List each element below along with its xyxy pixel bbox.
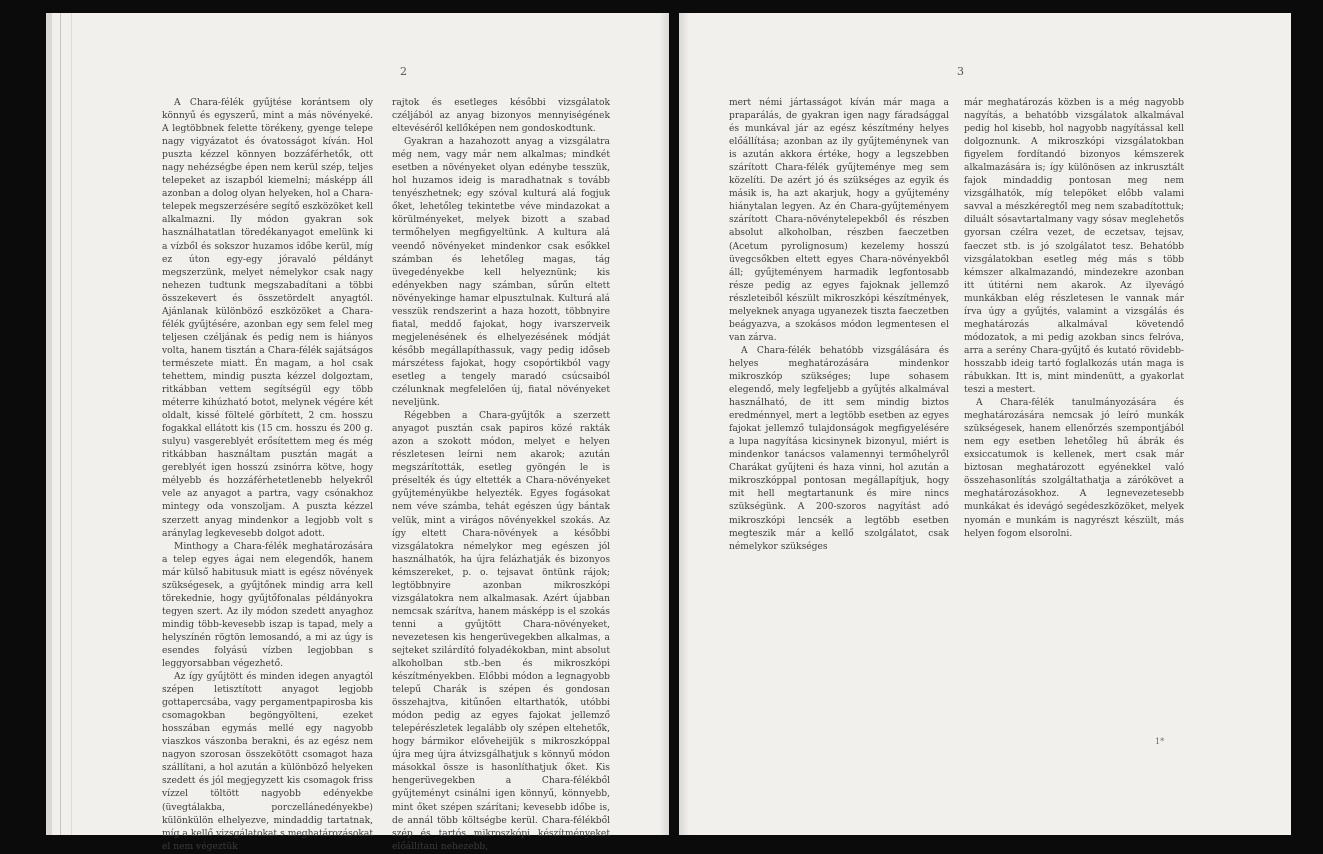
paragraph: A Chara-félék gyűjtése korántsem oly könnyű és egyszerű, mint a más növényeké. A legtöbbnek felette törékeny, gyenge telepe nagy vigyázatot és óvatosságot kíván. Hol puszta kézzel könnyen bozzáférhetők, ott nagy nehézségbe épen nem kerül szép, teljes telepeket az iszapból kiemelni; másképp áll azonban a dolog olyan helyeken, hol a Chara-telepek megszerzésére segítő eszközöket kell alkalmazni. Ily módon gyakran sok használhatatlan töredékanyagot emelünk ki a vízből és sokszor huzamos időbe kerül, míg ez úton egy-egy jóravaló példányt megszerzünk, melyet némelykor csak nagy nehezen tudtunk megszabadítani a többi összekevert és összetördelt anyagtól. Ajánlanak különböző eszközöket a Chara-félék gyűjtésére, azonban egy sem felel meg teljesen czéljának és pedig nem is hiányos volta, hanem tisztán a Chara-félék sajátságos természete miatt. Én magam, a hol csak tehettem, mindig puszta kézzel dolgoztam, ritkábban vettem segítségül egy több méterre kihúzható botot, melynek végére két oldalt, kissé föltelé görbített, 2 cm. hosszu fogakkal ellátott kis (15 cm. hosszu és 200 g. sulyu) vasgereblyét erősítettem meg és még ritkábban használtam pusztán magát a gereblyét igen hosszú zsinórra kötve, hogy mélyebb és hozzáférhetetlenebb helyekről vele az anyagot a partra, vagy csónakhoz mintegy oda vonszoljam. A puszta kézzel szerzett anyag mindenkor a legjobb volt s aránylag legkevesebb dolgot adott. bbox=[162, 98, 373, 539]
paragraph: A Chara-félék behatóbb vizsgálására és helyes meghatározására mindenkor mikroszkóp szükséges; lupe sohasem elegendő, mely legfeljebb a gyűjtés alkalmával használható, de itt sem mindig biztos eredménnyel, mert a legtöbb esetben az egyes fajokat jellemző tulajdonságok megfigyelésére a lupa nagyítása kicsinynek bizonyul, miért is mindenkor tanácsos valamennyi termőhelyről Charákat gyűjteni és haza vinni, hol azután a mikroszkóppal pontosan megállapítjuk, hogy mit hell megtartanunk és mire nincs szükségünk. A 200-szoros nagyítást adó mikroszkópi lencsék a legtöbb esetben megteszik már a kellő szolgálatot, csak némelykor szükséges bbox=[729, 345, 949, 552]
right-page bbox=[679, 13, 1291, 835]
left-page bbox=[46, 13, 669, 852]
paragraph: Minthogy a Chara-félék meghatározására a telep egyes ágai nem elegendők, hanem már külső habitusuk miatt is egész növények szükségesek, a gyűjtőnek mindig arra kell törekednie, hogy gyűjtőfonalas példányokra tegyen szert. Az ily módon szedett anyaghoz mindig több-kevesebb iszap is tapad, mely a helyszínén rögtön lemosandó, a mi az úgy is esendes folyású vízben legjobban s leggyorsabban végezhető. bbox=[162, 541, 373, 670]
page-edge bbox=[60, 13, 72, 835]
gutter-shadow bbox=[679, 13, 689, 835]
paragraph: Gyakran a hazahozott anyag a vizsgálatra még nem, vagy már nem alkalmas; mindkét esetben a növényeket olyan edénybe tesszük, hol huzamos ideig is maradhatnak s tovább tenyészhetnek; egy szóval kulturá alá fogjuk őket, lehetőleg tekintetbe véve mindazokat a körülményeket, melyek bizott a szabad termőhelyen megfigyeltünk. A kultura alá veendő növényeket mindenkor csak esőkkel számban és lehetőleg magas, tág üvegedényekbe kell helyeznünk; kis edényekben nagy számban, sűrűn eltett növényekinge hamar elpusztulnak. Kulturá alá vesszük rendszerint a haza hozott, többnyire fiatal, meddő fajokat, hogy ivarszerveik megjelenésének és elhelyezésének módját később megállapíthassuk, vagy pedig időseb márszétess fajokat, hogy csopórtikból vagy esetleg a tengely maradó csúcsaiból czélunknak megfelelően új, fiatal növényeket neveljünk. bbox=[392, 137, 610, 409]
page-number: 2 bbox=[400, 65, 407, 78]
paragraph: mert némi jártasságot kíván már maga a praparálás, de gyakran igen nagy fáradsággal és munkával jár az egész készítmény helyes előállítása; azonban az ily gyűjteménynek van is azután akkora értéke, hogy a legszebben szárított Chara-félék gyűjteménye meg sem közelíti. De azért jó és szükséges az egyik és másik is, ha azt akarjuk, hogy a gyűjtemény hiánytalan legyen. Az én Chara-gyűjteményem szárított Chara-növénytelepekből és részben absolut alkoholban, részben faeczetben (Acetum pyrolignosum) kezelemy hosszú üvegcsőkben eltett egyes Chara-növényekből áll; gyűjteményem harmadik legfontosabb része pedig az egyes fajoknak jellemző részleteiből készült mikroszkópi készítmények, melyeknek anyaga ugyanezek tiszta faeczetben beágyazva, a szokásos módon legmentesen el van zárva. bbox=[729, 98, 949, 343]
paragraph: rajtok és esetleges későbbi vizsgálatok czéljából az anyag bizonyos mennyiségének eltevéséről kellőképen nem gondoskodtunk. bbox=[392, 98, 610, 135]
text-column-2 bbox=[964, 97, 1184, 541]
paragraph: már meghatározás közben is a még nagyobb nagyítás, a behatóbb vizsgálatok alkalmával pedig hol kisebb, hol nagyobb nagyítással kell dolgoznunk. A mikroszkópi vizsgálatokban figyelem fordítandó bizonyos kémszerek alkalmazására is; így különösen az inkrusztált fajok mindaddig pontosan meg nem vizsgálhatók, míg telepöket előbb valami savval a mészkéregtől meg nem szabadítottuk; diluált sósavtartalmany vagy sósav meglehetős gyorsan czélra vezet, de eczetsav, tejsav, faeczet stb. is jó szolgálatot tesz. Behatóbb vizsgálatokban esetleg még más s több kémszer alkalmazandó, mindezekre azonban itt útitérni nem akarok. Az ilyevágó munkákban elég részletesen le vannak már írva úgy a gyűjtés, valamint a vizsgálás és meghatározás alkalmával követendő módozatok, a mi pedig azokban sincs felróva, arra a serény Chara-gyűjtő és kutató rövidebb-hosszabb ideig tartó foglalkozás után maga is rábukkan. Itt is, mint mindenütt, a gyakorlat teszi a mestert. bbox=[964, 98, 1184, 396]
text-column-2 bbox=[392, 97, 610, 854]
gutter-shadow bbox=[659, 13, 669, 835]
page-number: 3 bbox=[957, 65, 964, 78]
paragraph: Az így gyűjtött és minden idegen anyagtól szépen letisztított anyagot legjobb gottapercsába, vagy pergamentpapirosba kis csomagokban begöngyölteni, ezeket hosszában egymás mellé egy nagyobb viaszkos vászonba berakni, és az egész nem nagyon szorosan összekötött csomagot haza szállítani, a hol azután a különböző helyeken szedett és jól megjegyzett kis csomagok friss vízzel töltött nagyobb edényekbe (üvegtálakba, porczellánedényekbe) különkülön elhelyezve, mindaddig tartatnak, míg a kellő vizsgálatokat s meghatározásokat el nem végeztük bbox=[162, 672, 373, 852]
text-column-1 bbox=[162, 97, 373, 854]
paragraph: A Chara-félék tanulmányozására és meghatározására nemcsak jó leíró munkák szükségesek, hanem ellenőrzés szempontjából nem egy esetben lehetőleg hű ábrák és exsiccatumok is kellenek, mert csak már biztosan meghatározott egyénekkel való összehasonlítás szolgáltathatja a zárókövet a meghatározásokhoz. A legnevezetesebb munkákat és idevágó segédeszközöket, melyek nyomán e munkám is nagyrészt készült, más helyen fogom elsorolni. bbox=[964, 398, 1184, 539]
paragraph: Régebben a Chara-gyűjtők a szerzett anyagot pusztán csak papiros közé rakták azon a szokott módon, melyet e helyen részletesen leírni nem akarok; azután megszárították, esetleg gyöngén le is préselték és úgy eltették a Chara-növényeket gyűjteményükbe helyezték. Egyes fogásokat nem véve számba, tehát egészen úgy bántak velük, mint a virágos növényekkel szokás. Az így eltett Chara-növények a későbbi vizsgálatokra némelykor meg egészen jól használhatók, ha újra felázhatják és bizonyos kémszereket, p. o. tejsavat öntünk rájok; legtöbbnyire azonban mikroszkópi vizsgálatokra nem alkalmasak. Azért újabban nemcsak szárítva, hanem másképp is el szokás tenni a gyűjtött Chara-növényeket, nevezetesen kis hengerüvegekben alkalmas, a sejteket szilárdító folyadékokban, mint absolut alkoholban stb.-ben és mikroszkópi készítményekben. Előbbi módon a legnagyobb telepű Charák is szépen és gondosan összehajtva, kitűnően eltarthatók, utóbbi módon pedig az egyes fajokat jellemző telepérészletek legalább oly szépen eltehetők, hogy bármikor előveheijük s mikroszkóppal újra meg újra átvizsgálhatjuk s könnyű módon másokkal össze is hasonlíthatjuk őket. Kis hengerüvegekben a Chara-félékből gyűjteményt csinálni igen könnyű, könnyebb, mint őket szépen szárítani; kevesebb időbe is, de annál több költségbe kerül. Chara-félékből szép és tartós mikroszkópi készítményeket előállítani nehezebb, bbox=[392, 411, 610, 852]
signature-mark: 1* bbox=[1155, 737, 1165, 746]
text-column-1 bbox=[729, 97, 949, 554]
